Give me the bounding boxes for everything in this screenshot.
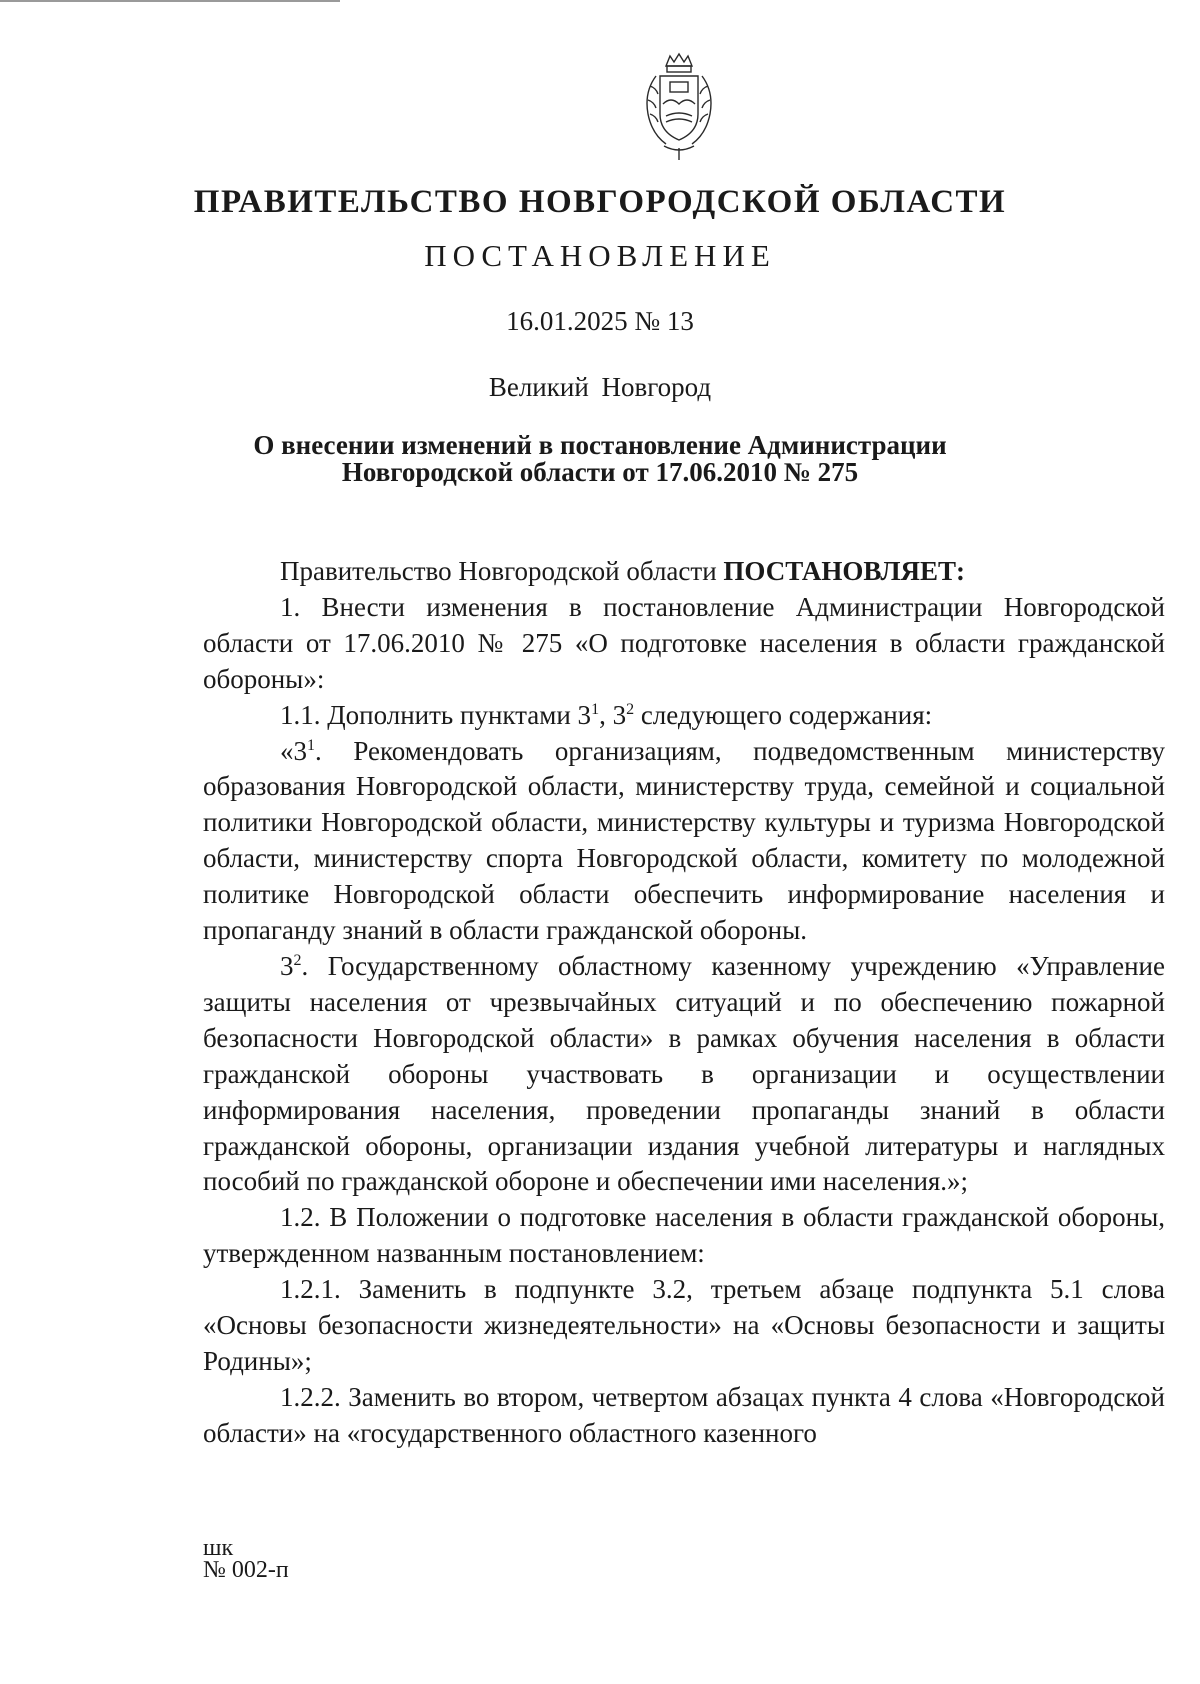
date-and-number: 16.01.2025 № 13	[506, 306, 694, 336]
footer-note	[203, 1537, 289, 1581]
novgorod-coat-of-arms-icon	[636, 52, 722, 164]
document-kind: ПОСТАНОВЛЕНИЕ	[424, 238, 776, 273]
superscript: 1	[307, 736, 315, 754]
paragraph-3-2	[203, 949, 1165, 1200]
footer-initials: шк	[203, 1535, 234, 1561]
document-body	[203, 554, 1165, 1452]
paragraph-1-2: 1.2. В Положении о подготовке населения в области гражданской обороны, утвержденном названным постановлением:	[203, 1202, 1165, 1269]
paragraph-1-1-text-b: , 3	[599, 699, 627, 730]
paragraph-1-2-2: 1.2.2. Заменить во втором, четвертом абзацах пункта 4 слова «Новгородской области» на «государственного областного казенного	[203, 1381, 1165, 1448]
title-line-1: О внесении изменений в постановление Администрации	[253, 430, 947, 460]
paragraph-3-1-text: . Рекомендовать организациям, подведомственным министерству образования Новгородской области, министерству труда, семейной и социальной политики Новгородской области, министерству культуры и туризма Новгородской области, министерству спорта Новгородской области, комитету по молодежной политике Новгородской области обеспечить информирование населения и пропаганду знаний в области гражданской обороны.	[203, 735, 1165, 946]
paragraph-1-1-text-c: следующего содержания:	[634, 699, 933, 730]
paragraph-3-1-number: «3	[280, 735, 307, 766]
paragraph-1: 1. Внести изменения в постановление Администрации Новгородской области от 17.06.2010 № 275 «О подготовке населения в области гражданской обороны»:	[203, 591, 1165, 694]
preamble-text: Правительство Новгородской области	[280, 556, 724, 586]
paragraph-1-1	[203, 698, 1165, 734]
superscript: 2	[293, 951, 302, 969]
title-line-2: Новгородской области от 17.06.2010 № 275	[341, 457, 859, 487]
superscript: 2	[626, 700, 635, 718]
paragraph-3-2-number: 3	[280, 950, 294, 981]
government-name: ПРАВИТЕЛЬСТВО НОВГОРОДСКОЙ ОБЛАСТИ	[193, 184, 1007, 220]
paragraph-1-1-text-a: 1.1. Дополнить пунктами 3	[280, 699, 592, 730]
preamble	[203, 554, 1165, 590]
paragraph-1-2-1: 1.2.1. Заменить в подпункте 3.2, третьем абзаце подпункта 5.1 слова «Основы безопасности жизнедеятельности» на «Основы безопасности и защиты Родины»;	[203, 1274, 1165, 1376]
preamble-decree-word: ПОСТАНОВЛЯЕТ:	[723, 556, 965, 586]
scan-top-rule	[0, 0, 340, 2]
paragraph-3-1	[203, 734, 1165, 949]
superscript: 1	[591, 700, 600, 718]
document-title	[0, 432, 1200, 486]
paragraph-3-2-text: . Государственному областному казенному учреждению «Управление защиты населения от чрезвычайных ситуаций и по обеспечению пожарной безопасности Новгородской области» в рамках обучения населения в области гражданской обороны участвовать в организации и осуществлении информирования населения, проведении пропаганды знаний в области гражданской обороны, организации издания учебной литературы и наглядных пособий по гражданской обороне и обеспечении ими населения.»;	[203, 950, 1165, 1197]
footer-code: № 002-п	[203, 1557, 289, 1583]
place-of-issue: Великий Новгород	[488, 372, 712, 402]
